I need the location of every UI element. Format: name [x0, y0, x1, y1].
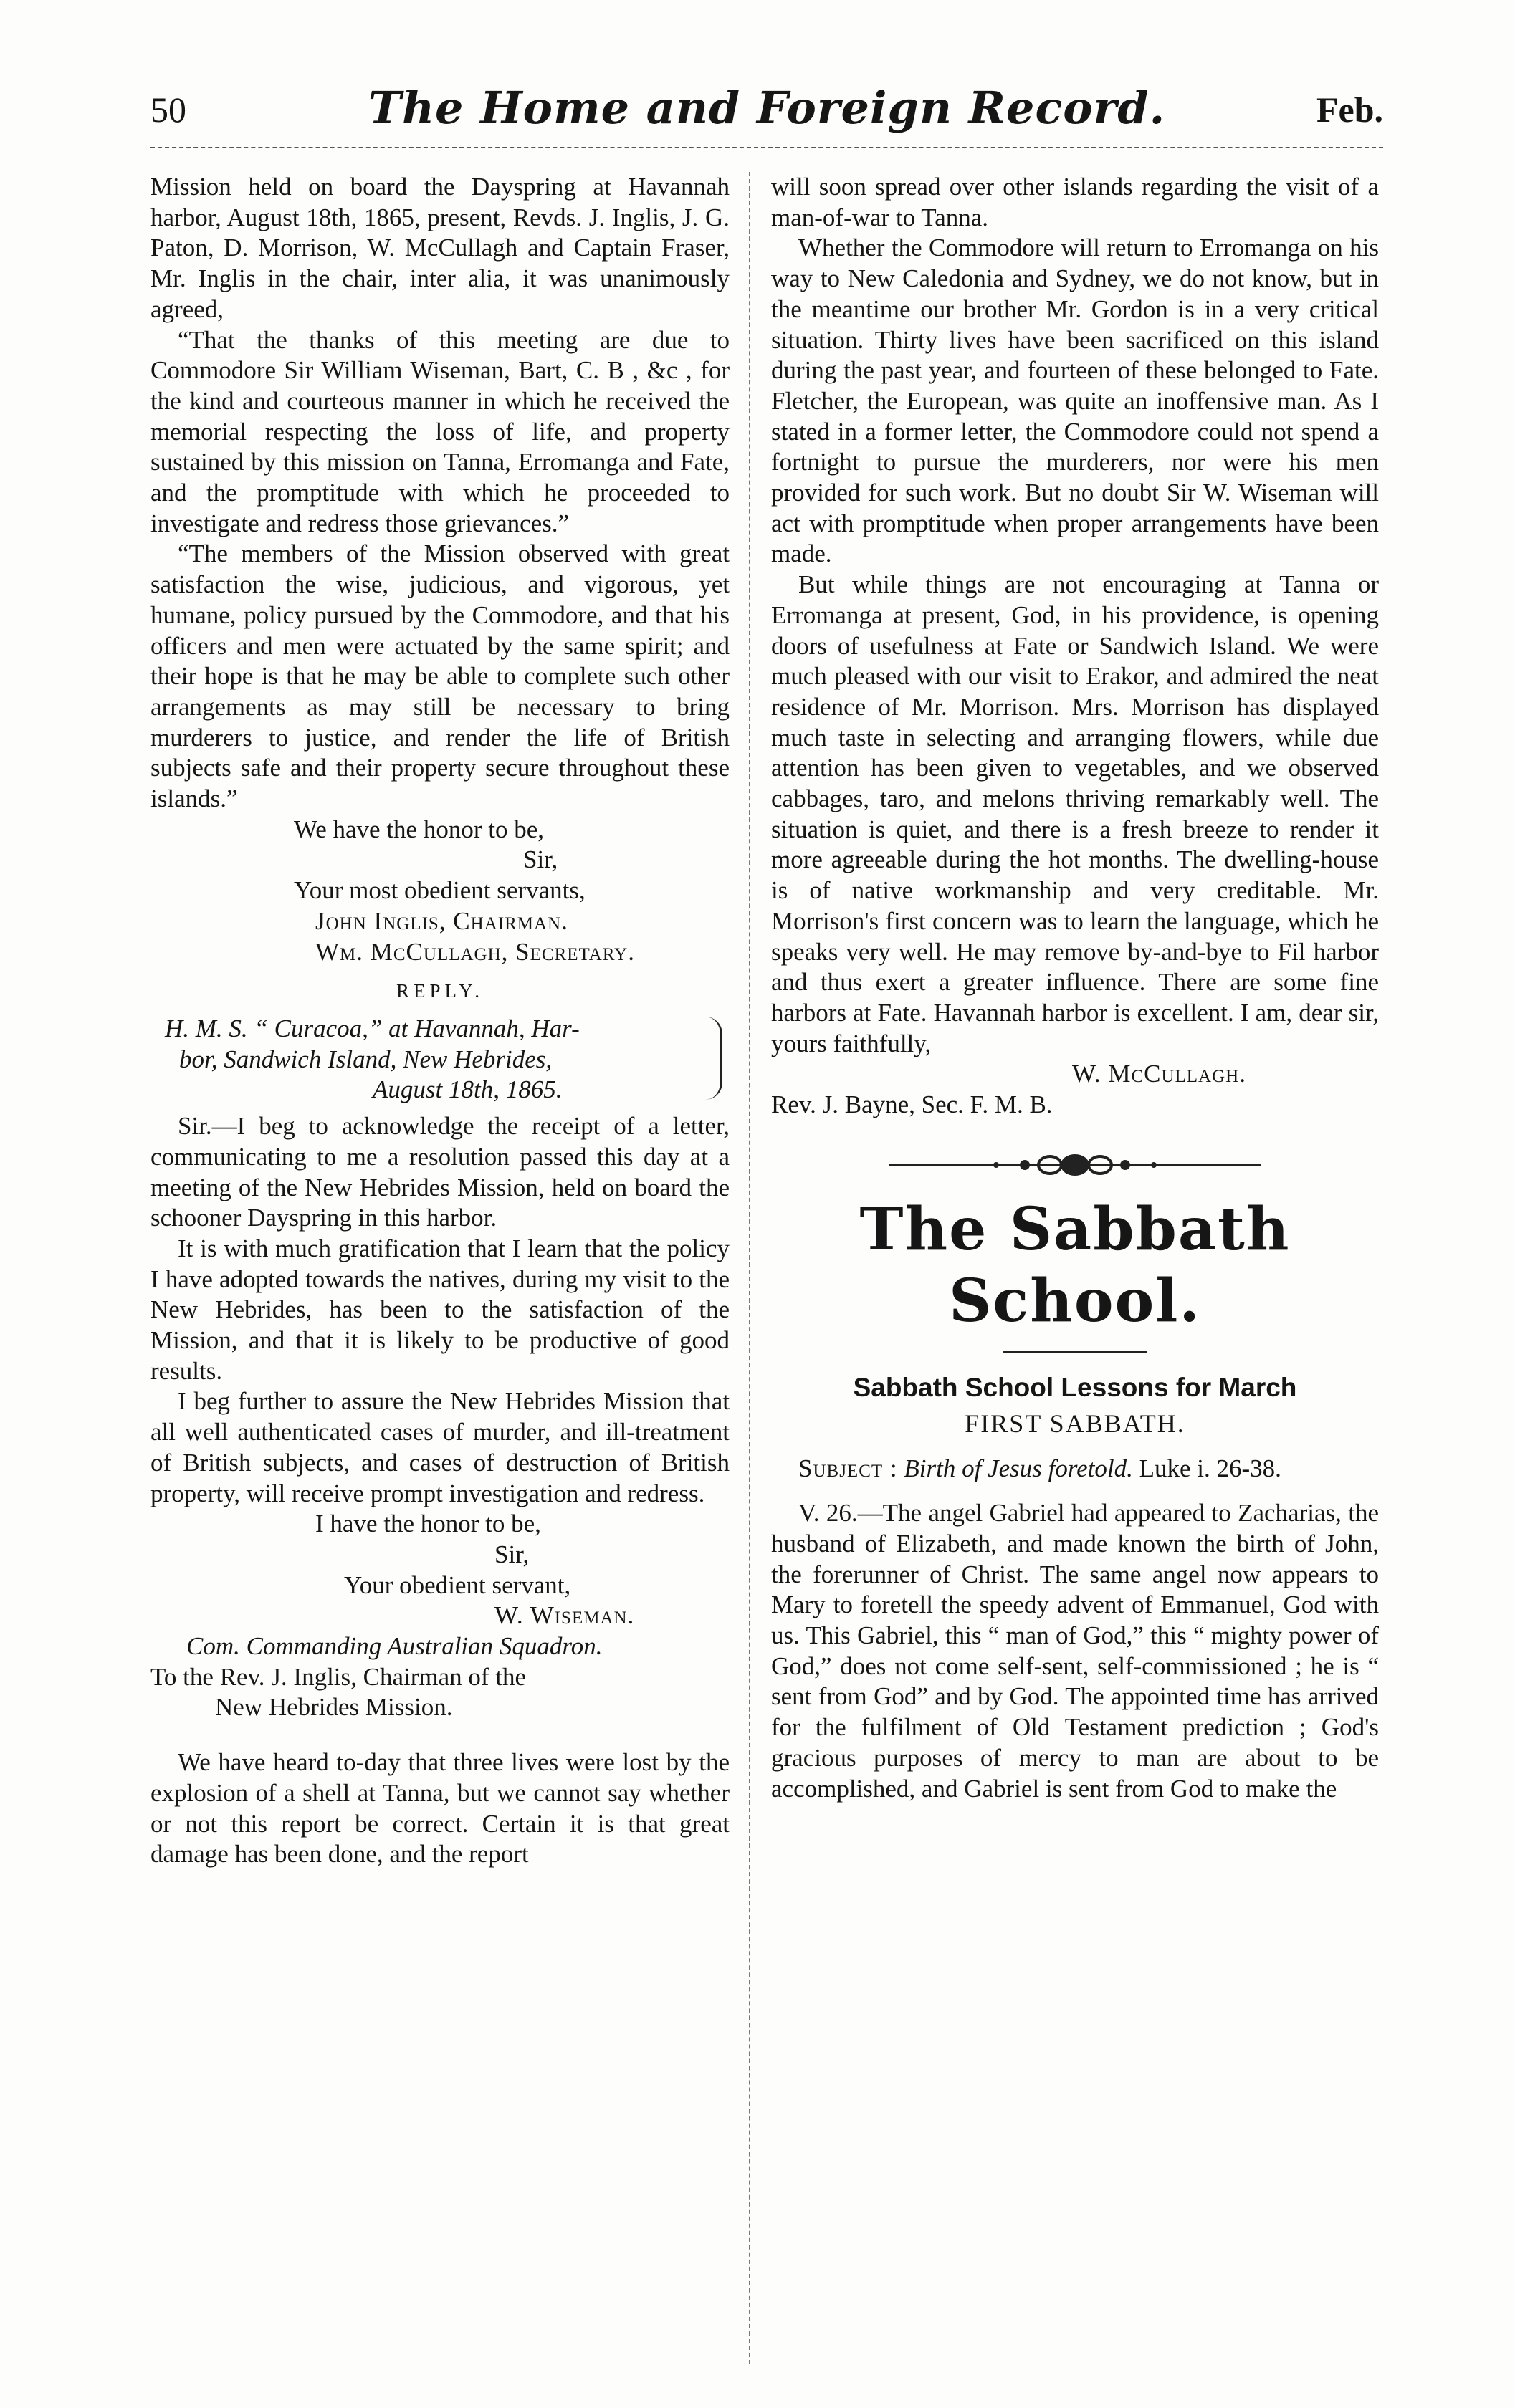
addressee-block [150, 1662, 730, 1723]
sub-heading: FIRST SABBATH. [965, 1409, 1185, 1438]
section-title: The Sabbath School. [859, 1194, 1291, 1335]
reply-paragraph: Sir.—I beg to acknowledge the receipt of a letter, communicating to me a resolution passed this day at a meeting of the New Hebrides Mission, held on board the schooner Dayspring in this harbor. [150, 1112, 730, 1232]
subject-label: Subject : [798, 1454, 898, 1482]
closing-line: I have the honor to be, [315, 1510, 541, 1538]
brace-icon [704, 1017, 722, 1100]
closing-line: Your obedient servant, [344, 1570, 571, 1599]
closing-paragraph: We have heard to-day that three lives were lost by the explosion of a shell at Tanna, but we cannot say whether or not this report be correct. Certain it is that great damage has been done, and the report [150, 1748, 730, 1869]
resolution-observed: “The members of the Mission observed with great satisfaction the wise, judicious, and vigorous, yet humane, policy pursued by the Commodore, and that his officers and men were actuated by the same spirit; and their hope is that he may be able to complete such other arrangements as may still be necessary to bring murderers to justice, and render the life of British subjects safe and their property secure throughout these islands.” [150, 539, 730, 813]
reply-signature-block [150, 1509, 730, 1662]
letter-recipient: Rev. J. Bayne, Sec. F. M. B. [771, 1090, 1053, 1119]
journal-title: The Home and Foreign Record. [368, 82, 1166, 134]
reply-paragraph: I beg further to assure the New Hebrides Mission that all well authenticated cases of murder, and ill-treatment of British subjects, and cases of destruction of British property, will receive prompt investigation and redress. [150, 1387, 730, 1507]
ornament-divider [771, 1152, 1379, 1178]
page-number: 50 [150, 90, 186, 130]
resolution-intro: Mission held on board the Dayspring at Havannah harbor, August 18th, 1865, present, Revds. J. Inglis, J. G. Paton, D. Morrison, W. McCullagh and Captain Fraser, Mr. Inglis in the chair, inter alia, it was unanimously agreed, [150, 173, 730, 323]
column-divider [749, 172, 750, 2364]
reply-address [150, 1014, 730, 1105]
subject-text: Birth of Jesus foretold. [904, 1454, 1133, 1482]
running-head [150, 79, 1383, 143]
header-rule [150, 147, 1383, 148]
signature-name: John Inglis, Chairman. [315, 906, 568, 935]
body-paragraph: But while things are not encouraging at Tanna or Erromanga at present, God, in his providence, is opening doors of usefulness at Fate or Sandwich Island. We were much pleased with our visit to Erakor, and admired the neat residence of Mr. Morrison. Mrs. Morrison has displayed much taste in selecting and arranging flowers, while due attention has been given to vegetables, and we observed cabbages, taro, and melons thriving remarkably well. The situation is quiet, and there is a fresh breeze to render it more agreeable during the hot months. The dwelling-house is of native workmanship and very creditable. Mr. Morrison's first concern was to learn the language, which he speaks very well. He may remove by-and-bye to Fil harbor and thus exert a greater influence. There are some fine harbors at Fate. Havannah harbor is excellent. I am, dear sir, yours faithfully, [771, 570, 1379, 1057]
ornament-icon [889, 1152, 1261, 1178]
address-line: bor, Sandwich Island, New Hebrides, [179, 1045, 553, 1073]
letter-signature: W. McCullagh. [1072, 1060, 1246, 1088]
signature-line: We have the honor to be, [294, 815, 545, 843]
title-rule [1003, 1351, 1147, 1353]
addressee-line: New Hebrides Mission. [215, 1693, 453, 1722]
address-line: H. M. S. “ Curacoa,” at Havannah, Har- [165, 1014, 580, 1042]
lesson-heading: Sabbath School Lessons for March [853, 1372, 1297, 1402]
left-column [150, 172, 730, 1870]
body-paragraph: Whether the Commodore will return to Erromanga on his way to New Caledonia and Sydney, we do not know, but in the meantime our brother Mr. Gordon is in a very critical situation. Thirty lives have been sacrificed on this island during the past year, and fourteen of these belonged to Fate. Fletcher, the European, was quite an inoffensive man. As I stated in a former letter, the Commodore could not spend a fortnight to pursue the murderers, nor were his men provided for such work. But no doubt Sir W. Wiseman will act with promptitude when proper arrangements have been made. [771, 234, 1379, 568]
addressee-line: To the Rev. J. Inglis, Chairman of the [150, 1662, 527, 1691]
reply-heading: REPLY. [396, 980, 484, 1002]
mission-signature-block [150, 815, 730, 968]
signature-name: Wm. McCullagh, Secretary. [315, 937, 635, 966]
subject-line [771, 1454, 1379, 1484]
signature-line: Sir, [523, 845, 558, 874]
subject-reference: Luke i. 26-38. [1139, 1454, 1281, 1482]
continued-paragraph: will soon spread over other islands regarding the visit of a man-of-war to Tanna. [771, 173, 1379, 231]
right-column [771, 172, 1379, 1804]
resolution-thanks: “That the thanks of this meeting are due to Commodore Sir William Wiseman, Bart, C. B , &c , for the kind and courteous manner in which he received the memorial respecting the loss of life, and property sustained by this mission on Tanna, Erromanga and Fate, and the promptitude with which he proceeded to investigate and redress those grievances.” [150, 325, 730, 537]
verse-commentary: V. 26.—The angel Gabriel had appeared to Zacharias, the husband of Elizabeth, and made known the birth of John, the forerunner of Christ. The same angel now appears to Mary to foretell the speedy advent of Emmanuel, God with us. This Gabriel, this “ man of God,” this “ mighty power of God,” does not come self-sent, self-commissioned ; he is “ sent from God” and by God. The appointed time has arrived for the fulfilment of Old Testament prediction ; God's gracious purposes of mercy to man are about to be accomplished, and Gabriel is sent from God to make the [771, 1499, 1379, 1803]
reply-paragraph: It is with much gratification that I learn that the policy I have adopted towards the natives, during my visit to the New Hebrides, has been to the satisfaction of the Mission, and that it is likely to be productive of good results. [150, 1234, 730, 1385]
closing-title: Com. Commanding Australian Squadron. [186, 1632, 603, 1661]
address-line: August 18th, 1865. [373, 1075, 563, 1104]
closing-name: W. Wiseman. [494, 1601, 635, 1630]
signature-line: Your most obedient servants, [294, 876, 586, 905]
closing-line: Sir, [494, 1540, 530, 1568]
issue-month: Feb. [1316, 90, 1383, 130]
